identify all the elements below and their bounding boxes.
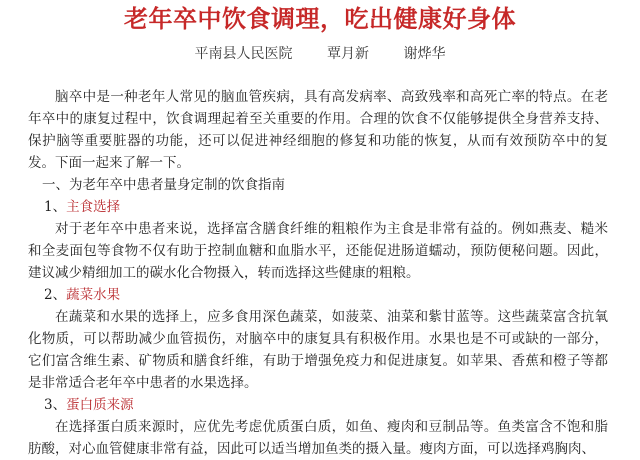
subsection-number: 1、 — [44, 199, 67, 215]
vegetables-fruits-paragraph: 在蔬菜和水果的选择上，应多食用深色蔬菜，如菠菜、油菜和紫甘蓝等。这些蔬菜富含抗氧化物质，可以帮助减少血管损伤，对脑卒中的康复具有积极作用。水果也是不可或缺的一部分，它们富含维生素、矿物质和膳食纤维，有助于增强免疫力和促进康复。如苹果、香蕉和橙子等都是非常适合老年卒中患者的水果选择。 — [28, 309, 608, 391]
author-line — [0, 44, 640, 64]
article-body — [28, 86, 608, 460]
subsection-number: 2、 — [44, 287, 67, 303]
staple-food-paragraph: 对于老年卒中患者来说，选择富含膳食纤维的粗粮作为主食是非常有益的。例如燕麦、糙米和全麦面包等食物不仅有助于控制血糖和血脂水平，还能促进肠道蠕动，预防便秘问题。因此，建议减少精细加工的碳水化合物摄入，转而选择这些健康的粗粮。 — [28, 221, 608, 281]
intro-paragraph: 脑卒中是一种老年人常见的脑血管疾病，具有高发病率、高致残率和高死亡率的特点。在老年卒中的康复过程中，饮食调理起着至关重要的作用。合理的饮食不仅能够提供全身营养支持、保护脑等重要脏器的功能，还可以促进神经细胞的修复和功能的恢复，从而有效预防卒中的复发。下面一起来了解一下。 — [28, 89, 608, 171]
author-name-2: 谢烨华 — [403, 46, 446, 62]
protein-paragraph: 在选择蛋白质来源时，应优先考虑优质蛋白质，如鱼、瘦肉和豆制品等。鱼类富含不饱和脂肪酸，对心血管健康非常有益，因此可以适当增加鱼类的摄入量。瘦肉方面，可以选择鸡胸肉、 — [28, 419, 608, 457]
author-name-1: 覃月新 — [327, 46, 369, 62]
hospital-name: 平南县人民医院 — [194, 46, 293, 62]
subsection-heading-vegetables-fruits — [28, 284, 608, 306]
article-title: 老年卒中饮食调理，吃出健康好身体 — [124, 5, 516, 33]
subsection-heading-staple-food — [28, 196, 608, 218]
subsection-heading-protein — [28, 394, 608, 416]
subsection-title: 蛋白质来源 — [66, 397, 134, 413]
subsection-title: 主食选择 — [66, 199, 121, 215]
subsection-title: 蔬菜水果 — [66, 287, 121, 303]
subsection-number: 3、 — [44, 397, 67, 413]
section-heading: 一、为老年卒中患者量身定制的饮食指南 — [42, 177, 285, 193]
